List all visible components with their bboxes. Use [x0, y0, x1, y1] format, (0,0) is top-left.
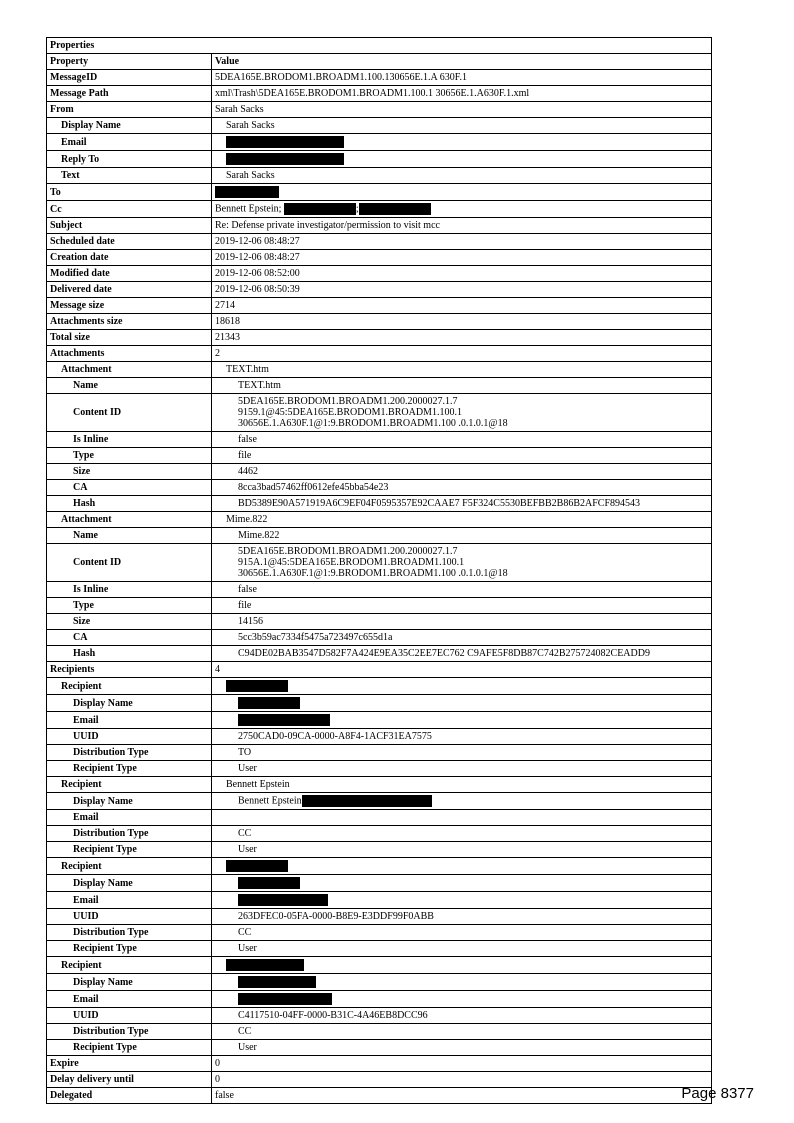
redaction-bar: [215, 186, 279, 198]
property-name: Expire: [47, 1056, 212, 1072]
property-row-hash: [47, 496, 712, 512]
property-row-attachment: [47, 362, 712, 378]
content-id-line: 30656E.1.A630F.1@1:9.BRODOM1.BROADM1.100 .0.1.0.1@18: [238, 568, 508, 579]
property-row-distribution-type: [47, 925, 712, 941]
property-name: CA: [47, 630, 212, 646]
property-value: file: [212, 448, 712, 464]
property-value: false: [212, 582, 712, 598]
property-name: UUID: [47, 729, 212, 745]
property-value: User: [212, 941, 712, 957]
property-value: 21343: [212, 330, 712, 346]
property-row-subject: [47, 218, 712, 234]
property-value: [212, 810, 712, 826]
property-value: 2019-12-06 08:50:39: [212, 282, 712, 298]
property-value: 4462: [212, 464, 712, 480]
property-value: 4: [212, 662, 712, 678]
property-name: Message size: [47, 298, 212, 314]
property-value: TEXT.htm: [212, 378, 712, 394]
table-title: Properties: [47, 38, 712, 54]
cc-visible-name: Bennett Epstein;: [215, 203, 282, 215]
property-row-email: [47, 810, 712, 826]
property-name: Name: [47, 378, 212, 394]
property-row-display-name: [47, 118, 712, 134]
property-value: Re: Defense private investigator/permission to visit mcc: [212, 218, 712, 234]
property-value: Sarah Sacks: [212, 118, 712, 134]
table-header-row: [47, 54, 712, 70]
property-row-message-size: [47, 298, 712, 314]
property-value: [212, 712, 712, 729]
property-row-creation-date: [47, 250, 712, 266]
property-value: [212, 544, 712, 582]
property-value: CC: [212, 1024, 712, 1040]
redaction-bar: [226, 959, 304, 971]
property-value: C94DE02BAB3547D582F7A424E9EA35C2EE7EC762 C9AFE5F8DB87C742B275724082CEADD9: [212, 646, 712, 662]
property-name: CA: [47, 480, 212, 496]
property-name: Recipient Type: [47, 761, 212, 777]
property-name: Content ID: [47, 394, 212, 432]
property-row-recipient: [47, 678, 712, 695]
property-name: Reply To: [47, 151, 212, 168]
property-name: Size: [47, 614, 212, 630]
property-name: To: [47, 184, 212, 201]
property-name: Email: [47, 134, 212, 151]
content-id-line: 915A.1@45:5DEA165E.BRODOM1.BROADM1.100.1: [238, 557, 465, 568]
property-row-display-name: [47, 695, 712, 712]
property-name: Recipient: [47, 858, 212, 875]
property-name: Delay delivery until: [47, 1072, 212, 1088]
property-name: UUID: [47, 909, 212, 925]
property-row-attachments-size: [47, 314, 712, 330]
property-row-is-inline: [47, 432, 712, 448]
property-name: MessageID: [47, 70, 212, 86]
property-name: Cc: [47, 201, 212, 218]
property-row-content-id: [47, 394, 712, 432]
property-name: Recipient Type: [47, 941, 212, 957]
property-name: Recipients: [47, 662, 212, 678]
page-number: Page 8377: [681, 1085, 754, 1102]
redaction-bar: [226, 860, 288, 872]
property-value: [212, 695, 712, 712]
property-value: Sarah Sacks: [212, 168, 712, 184]
property-row-reply-to: [47, 151, 712, 168]
redaction-bar: [238, 877, 300, 889]
property-row-content-id: [47, 544, 712, 582]
property-name: Distribution Type: [47, 826, 212, 842]
property-name: Type: [47, 598, 212, 614]
property-name: UUID: [47, 1008, 212, 1024]
property-row-delegated: [47, 1088, 712, 1104]
property-name: Attachments: [47, 346, 212, 362]
property-row-text: [47, 168, 712, 184]
property-value: xml\Trash\5DEA165E.BRODOM1.BROADM1.100.1 30656E.1.A630F.1.xml: [212, 86, 712, 102]
redaction-bar: [238, 993, 332, 1005]
property-row-uuid: [47, 1008, 712, 1024]
property-row-to: [47, 184, 712, 201]
property-value: 2: [212, 346, 712, 362]
property-row-distribution-type: [47, 1024, 712, 1040]
property-row-uuid: [47, 909, 712, 925]
property-name: Creation date: [47, 250, 212, 266]
property-row-size: [47, 614, 712, 630]
property-row-recipient: [47, 777, 712, 793]
property-name: Display Name: [47, 793, 212, 810]
property-value: BD5389E90A571919A6C9EF04F0595357E92CAAE7 F5F324C5530BEFBB2B86B2AFCF894543: [212, 496, 712, 512]
property-value: C4117510-04FF-0000-B31C-4A46EB8DCC96: [212, 1008, 712, 1024]
property-value: false: [212, 432, 712, 448]
property-value: TO: [212, 745, 712, 761]
property-row-size: [47, 464, 712, 480]
property-name: Email: [47, 810, 212, 826]
cc-redaction-bar: [359, 203, 431, 215]
property-value: CC: [212, 925, 712, 941]
property-name: Display Name: [47, 974, 212, 991]
property-value: 18618: [212, 314, 712, 330]
property-value: 0: [212, 1072, 712, 1088]
property-value: 2019-12-06 08:48:27: [212, 250, 712, 266]
property-value: [212, 957, 712, 974]
redaction-bar: [238, 697, 300, 709]
property-value: CC: [212, 826, 712, 842]
property-name: Hash: [47, 496, 212, 512]
property-row-email: [47, 712, 712, 729]
property-row-recipient-type: [47, 842, 712, 858]
property-name: Hash: [47, 646, 212, 662]
properties-table: [46, 37, 712, 1104]
property-name: Subject: [47, 218, 212, 234]
property-row-type: [47, 448, 712, 464]
property-name: Attachments size: [47, 314, 212, 330]
redaction-bar: [226, 136, 344, 148]
property-row-modified-date: [47, 266, 712, 282]
property-row-recipient-type: [47, 1040, 712, 1056]
property-value: User: [212, 842, 712, 858]
content-id-line: 9159.1@45:5DEA165E.BRODOM1.BROADM1.100.1: [238, 407, 462, 418]
property-row-ca: [47, 480, 712, 496]
property-value: [212, 394, 712, 432]
property-name: Message Path: [47, 86, 212, 102]
property-value: 5DEA165E.BRODOM1.BROADM1.100.130656E.1.A 630F.1: [212, 70, 712, 86]
property-value: 2019-12-06 08:52:00: [212, 266, 712, 282]
property-name: Recipient Type: [47, 842, 212, 858]
property-name: Email: [47, 892, 212, 909]
property-row-recipient: [47, 957, 712, 974]
redaction-bar: [238, 714, 330, 726]
table-title-row: [47, 38, 712, 54]
property-row-ca: [47, 630, 712, 646]
property-name: Display Name: [47, 118, 212, 134]
content-id-line: 30656E.1.A630F.1@1:9.BRODOM1.BROADM1.100 .0.1.0.1@18: [238, 418, 508, 429]
cc-separator: ;: [355, 203, 359, 215]
content-id-line: 5DEA165E.BRODOM1.BROADM1.200.2000027.1.7: [238, 546, 458, 557]
property-name: Email: [47, 991, 212, 1008]
property-row-expire: [47, 1056, 712, 1072]
property-name: Scheduled date: [47, 234, 212, 250]
property-name: Display Name: [47, 695, 212, 712]
property-value: [212, 875, 712, 892]
property-row-type: [47, 598, 712, 614]
property-row-from: [47, 102, 712, 118]
redaction-bar: [226, 680, 288, 692]
property-row-delivered-date: [47, 282, 712, 298]
property-value: [212, 151, 712, 168]
property-name: Attachment: [47, 512, 212, 528]
property-value: false: [212, 1088, 712, 1104]
property-row-messageid: [47, 70, 712, 86]
property-name: Distribution Type: [47, 1024, 212, 1040]
property-row-message-path: [47, 86, 712, 102]
property-name: Recipient: [47, 957, 212, 974]
value-column-header: Value: [212, 54, 712, 70]
property-value: [212, 793, 712, 810]
property-value: 2750CAD0-09CA-0000-A8F4-1ACF31EA7575: [212, 729, 712, 745]
property-name: Display Name: [47, 875, 212, 892]
property-name: Name: [47, 528, 212, 544]
property-name: Is Inline: [47, 432, 212, 448]
property-row-display-name: [47, 974, 712, 991]
property-value: 14156: [212, 614, 712, 630]
property-row-email: [47, 134, 712, 151]
property-row-uuid: [47, 729, 712, 745]
property-row-distribution-type: [47, 745, 712, 761]
property-name: Delivered date: [47, 282, 212, 298]
property-row-recipient-type: [47, 761, 712, 777]
property-name: Size: [47, 464, 212, 480]
redaction-bar: [226, 153, 344, 165]
property-name: Modified date: [47, 266, 212, 282]
property-name: Delegated: [47, 1088, 212, 1104]
property-value: 8cca3bad57462ff0612efe45bba54e23: [212, 480, 712, 496]
property-name: Email: [47, 712, 212, 729]
redaction-bar: [302, 795, 432, 807]
property-row-name: [47, 528, 712, 544]
property-value: [212, 134, 712, 151]
property-name: Distribution Type: [47, 925, 212, 941]
property-value: Mime.822: [212, 528, 712, 544]
property-value: 5cc3b59ac7334f5475a723497c655d1a: [212, 630, 712, 646]
property-value: TEXT.htm: [212, 362, 712, 378]
property-name: Is Inline: [47, 582, 212, 598]
property-name: Recipient Type: [47, 1040, 212, 1056]
property-value: 2714: [212, 298, 712, 314]
property-row-name: [47, 378, 712, 394]
content-id-line: 5DEA165E.BRODOM1.BROADM1.200.2000027.1.7: [238, 396, 458, 407]
property-value: 0: [212, 1056, 712, 1072]
property-value: file: [212, 598, 712, 614]
property-row-recipient-type: [47, 941, 712, 957]
property-row-cc: [47, 201, 712, 218]
property-value: [212, 184, 712, 201]
property-row-hash: [47, 646, 712, 662]
property-value: [212, 991, 712, 1008]
property-row-attachments: [47, 346, 712, 362]
property-value: Sarah Sacks: [212, 102, 712, 118]
property-value: [212, 201, 712, 218]
property-row-display-name: [47, 875, 712, 892]
property-value: [212, 892, 712, 909]
property-value: [212, 858, 712, 875]
property-value: User: [212, 1040, 712, 1056]
property-name: Attachment: [47, 362, 212, 378]
property-row-display-name: [47, 793, 712, 810]
property-value: 2019-12-06 08:48:27: [212, 234, 712, 250]
property-value: Mime.822: [212, 512, 712, 528]
property-name: Content ID: [47, 544, 212, 582]
property-value: [212, 974, 712, 991]
property-row-attachment: [47, 512, 712, 528]
redaction-bar: [238, 894, 328, 906]
property-row-email: [47, 892, 712, 909]
cc-redaction-bar: [284, 203, 356, 215]
property-row-scheduled-date: [47, 234, 712, 250]
property-name: Distribution Type: [47, 745, 212, 761]
property-row-email: [47, 991, 712, 1008]
property-row-total-size: [47, 330, 712, 346]
property-value: [212, 678, 712, 695]
property-name: Recipient: [47, 777, 212, 793]
redaction-bar: [238, 976, 316, 988]
property-name: Text: [47, 168, 212, 184]
property-name: Recipient: [47, 678, 212, 695]
property-row-recipients: [47, 662, 712, 678]
property-column-header: Property: [47, 54, 212, 70]
property-row-delay-delivery-until: [47, 1072, 712, 1088]
property-name: From: [47, 102, 212, 118]
property-value: User: [212, 761, 712, 777]
property-row-distribution-type: [47, 826, 712, 842]
property-value: Bennett Epstein: [212, 777, 712, 793]
value-text: Bennett Epstein: [238, 795, 302, 807]
property-name: Type: [47, 448, 212, 464]
property-name: Total size: [47, 330, 212, 346]
property-row-is-inline: [47, 582, 712, 598]
property-value: 263DFEC0-05FA-0000-B8E9-E3DDF99F0ABB: [212, 909, 712, 925]
property-row-recipient: [47, 858, 712, 875]
